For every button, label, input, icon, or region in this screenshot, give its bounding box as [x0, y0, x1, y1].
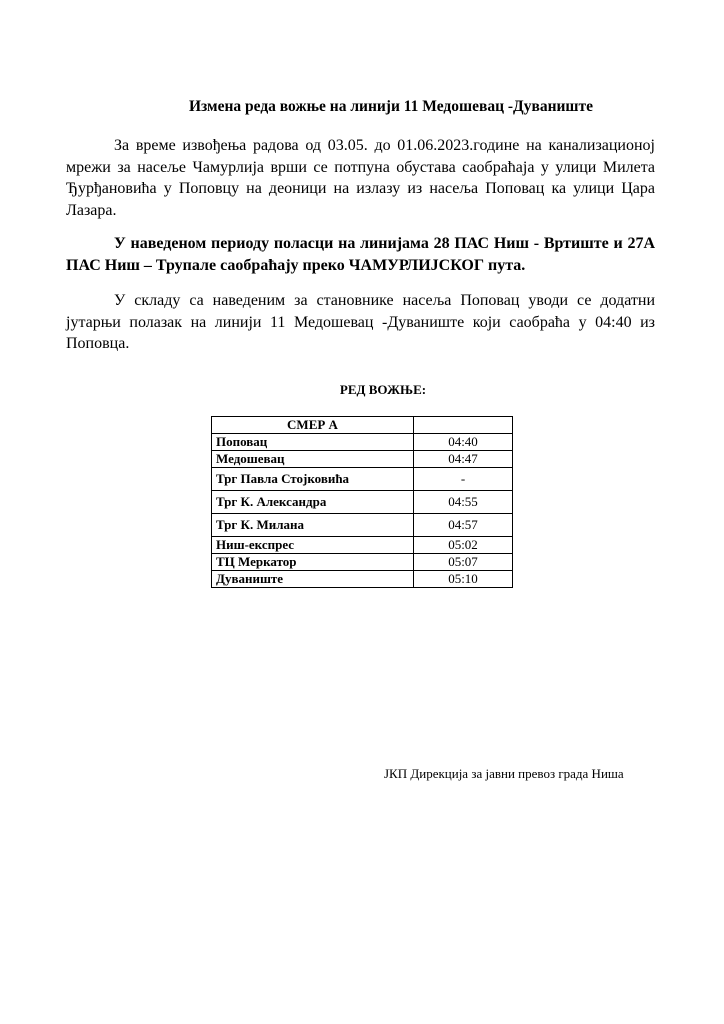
paragraph-roadworks: За време извођења радова од 03.05. до 01.06.2023.године на канализационој мрежи за насеље Чамурлија врши се потпуна обустава саобраћаја у улици Милета Ђурђановића у Поповцу на деоници на излазу из насеља Поповац ка улици Цара Лазара.	[66, 137, 655, 219]
paragraph-additional-departure: У складу са наведеним за становнике насеља Поповац уводи се додатни јутарњи полазак на линији 11 Медошевац -Дуваниште који саобраћа у 04:40 из Поповца.	[66, 292, 655, 352]
schedule-title: РЕД ВОЖЊЕ:	[339, 382, 427, 397]
stop-name: Поповац	[212, 434, 414, 451]
departure-time: 05:02	[414, 537, 513, 554]
departure-time: 04:47	[414, 451, 513, 468]
table-row	[212, 434, 513, 451]
table-row	[212, 451, 513, 468]
table-row	[212, 468, 513, 491]
stop-name: Ниш-експрес	[212, 537, 414, 554]
footer-signature: ЈКП Дирекција за јавни превоз града Ниша	[384, 766, 624, 781]
departure-time: 05:10	[414, 571, 513, 588]
departure-time: 05:07	[414, 554, 513, 571]
time-header	[414, 417, 513, 434]
document-title: Измена реда вожње на линији 11 Медошевац -Дуваниште	[188, 98, 594, 115]
paragraph-reroute: У наведеном периоду поласци на линијама 28 ПАС Ниш - Вртиште и 27А ПАС Ниш – Трупале саобраћају преко ЧАМУРЛИЈСКОГ пута.	[66, 235, 655, 274]
stop-name: Трг Павла Стојковића	[212, 468, 414, 491]
schedule-header-row	[212, 417, 513, 434]
table-row	[212, 554, 513, 571]
departure-time: 04:40	[414, 434, 513, 451]
stop-name: Дуваниште	[212, 571, 414, 588]
table-row	[212, 537, 513, 554]
table-row	[212, 514, 513, 537]
stop-name: Трг К. Александра	[212, 491, 414, 514]
departure-time: 04:57	[414, 514, 513, 537]
stop-name: Медошевац	[212, 451, 414, 468]
departure-time: 04:55	[414, 491, 513, 514]
stop-name: ТЦ Меркатор	[212, 554, 414, 571]
schedule-table	[211, 416, 513, 588]
stop-name: Трг К. Милана	[212, 514, 414, 537]
table-row	[212, 571, 513, 588]
departure-time: -	[414, 468, 513, 491]
table-row	[212, 491, 513, 514]
direction-header: СМЕР А	[212, 417, 414, 434]
